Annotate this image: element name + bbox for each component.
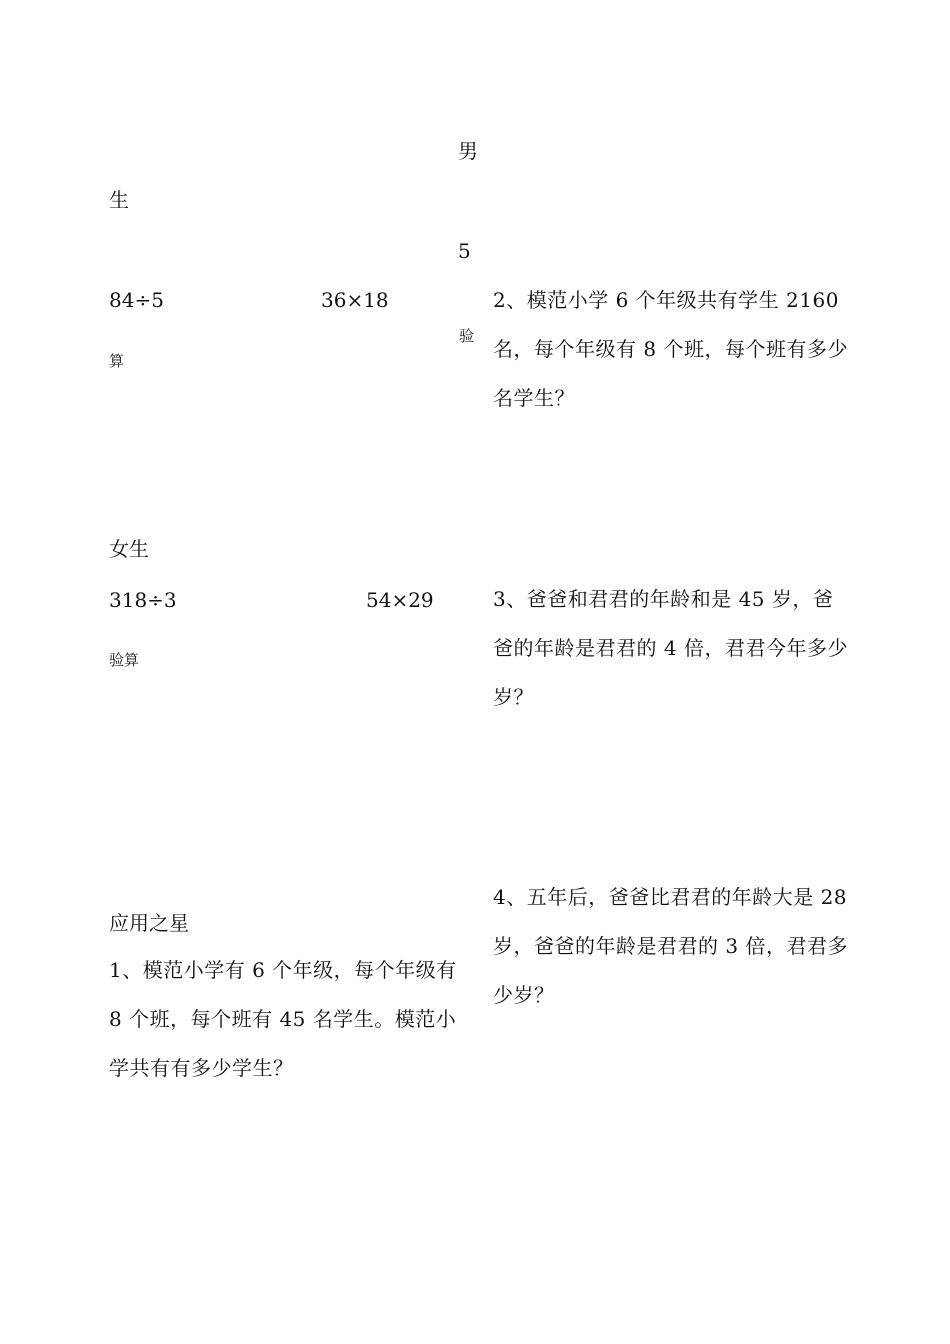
boys-check-part2: 算 [109, 352, 125, 370]
application-question-2: 2、模范小学 6 个年级共有学生 2160 名，每个年级有 8 个班，每个班有多少名学生？ [493, 288, 848, 410]
girls-problem-b: 54×29 [366, 588, 434, 612]
boys-number: 5 [458, 239, 471, 263]
girls-check: 验算 [109, 651, 140, 669]
boys-label-part1: 男 [458, 139, 478, 163]
girls-label: 女生 [109, 537, 149, 561]
girls-problem-a: 318÷3 [109, 588, 177, 612]
boys-check-part1: 验 [459, 327, 475, 345]
application-question-3: 3、爸爸和君君的年龄和是 45 岁，爸爸的年龄是君君的 4 倍，君君今年多少岁？ [493, 587, 848, 709]
application-question-4: 4、五年后，爸爸比君君的年龄大是 28 岁，爸爸的年龄是君君的 3 倍，君君多少岁？ [493, 885, 848, 1007]
boys-problem-a: 84÷5 [109, 288, 164, 312]
application-question-1: 1、模范小学有 6 个年级，每个年级有 8 个班，每个班有 45 名学生。模范小学共有有多少学生？ [109, 958, 457, 1080]
boys-label-part2: 生 [109, 188, 129, 212]
boys-problem-b: 36×18 [321, 288, 389, 312]
applications-heading: 应用之星 [109, 911, 189, 935]
